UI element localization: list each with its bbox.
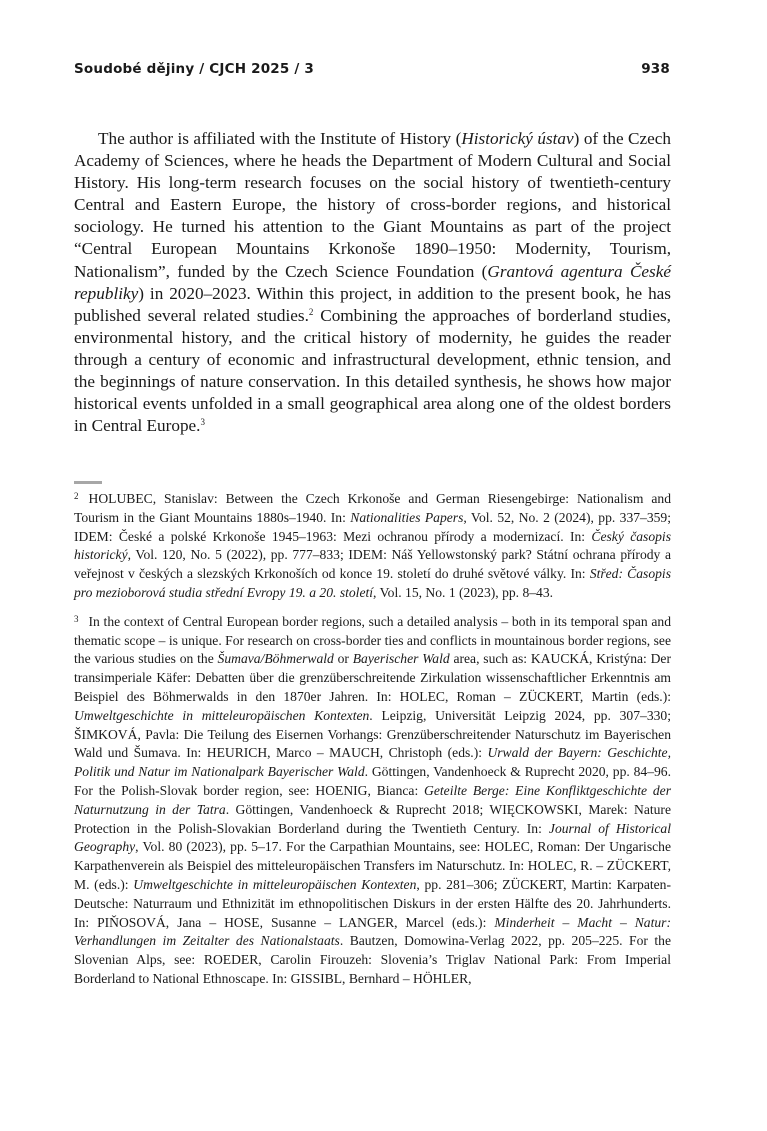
italic-title: Nationalities Papers bbox=[350, 509, 464, 525]
running-header bbox=[74, 61, 670, 77]
italic-title: Český časopis historický bbox=[74, 528, 671, 563]
italic-title: Umweltgeschichte in mitteleuropäischen Kontexten bbox=[133, 876, 417, 892]
text-span: area, such as: KAUCKÁ, Kristýna: Der transimperiale Käfer: Debatten über die grenzüberschreitende Zirkulation wissenschaftlicher Erkenntnis am Beispiel des Böhmerwalds in den 1870er Jahren. In: HOLEC, Roman – ZÜCKERT, Martin (eds.): bbox=[74, 651, 671, 704]
text-span: . Bautzen, Domowina-Verlag 2022, pp. 205–225. For the Slovenian Alps, see: ROEDER, Carolin Firouzeh: Slovenia’s Triglav National Park: From Imperial Borderland to National Ethnoscape. In: GISSIBL, Bernhard – HÖHLER, bbox=[74, 933, 671, 986]
text-span: . Göttingen, Vandenhoeck & Ruprecht 2018; WIĘCKOWSKI, Marek: Nature Protection in the Polish-Slovakian Borderland during the Twentieth Century. In: bbox=[74, 801, 671, 836]
text-span: The author is affiliated with the Institute of History ( bbox=[98, 129, 462, 148]
footnote-3 bbox=[74, 610, 671, 989]
text-span: Combining the approaches of borderland studies, environmental history, and the critical history of modernity, he guides the reader through a century of economic and infrastructural development, ethnic tension, and the beginnings of nature conservation. In this detailed synthesis, he shows how major historical events unfolded in a small geographical area along one of the oldest borders in Central Europe. bbox=[74, 305, 671, 436]
text-span: In the context of Central European border regions, such a detailed analysis – both in its temporal span and thematic scope – is unique. For research on cross-border ties and conflicts in mountainous border regions, see the various studies on the bbox=[74, 613, 671, 667]
italic-title: Minderheit – Macht – Natur: Verhandlungen im Zeitalter des Nationalstaats bbox=[74, 914, 671, 949]
text-span: ) of the Czech Academy of Sciences, where he heads the Department of Modern Cultural and Social History. His long-term research focuses on the social history of twentieth-century Central and Eastern Europe, the history of cross-border regions, and historical sociology. He turned his attention to the Giant Mountains as part of the project “Central European Mountains Krkonoše 1890–1950: Modernity, Tourism, Nationalism”, funded by the Czech Science Foundation ( bbox=[74, 129, 671, 281]
italic-term: Grantová agentura České republiky bbox=[74, 261, 671, 303]
footnotes bbox=[74, 487, 671, 996]
italic-title: Šumava/Böhmerwald bbox=[217, 651, 334, 667]
text-span: . Göttingen, Vandenhoeck & Ruprecht 2020, pp. 84–96. For the Polish-Slovak border region, see: HOENIG, Bianca: bbox=[74, 764, 672, 798]
text-span: , Vol. 15, No. 1 (2023), pp. 8–43. bbox=[373, 584, 554, 600]
footnote-divider bbox=[74, 481, 102, 484]
footnote-number: 2 bbox=[74, 491, 79, 501]
footnote-ref-2[interactable]: 2 bbox=[308, 306, 314, 317]
italic-term: Historický ústav bbox=[461, 129, 574, 148]
text-span: ) in 2020–2023. Within this project, in addition to the present book, he has published several related studies. bbox=[74, 283, 671, 325]
text-span: . Leipzig, Universität Leipzig 2024, pp. 307–330; ŠIMKOVÁ, Pavla: Die Teilung des Eisernen Vorhangs: Grenzüberschreitender Naturschutz im Bayerischen Wald und Šumava. In: HEURICH, Marco – MAUCH, Christoph (eds.): bbox=[74, 707, 671, 761]
italic-title: Bayerischer Wald bbox=[352, 651, 450, 667]
text-span: , pp. 281–306; ZÜCKERT, Martin: Karpaten-Deutsche: Naturraum und Ethnizität im ethnopolitischen Diskurs in der ersten Hälfte des 20. Jahrhunderts. In: PIŇOSOVÁ, Jana – HOSE, Susanne – LANGER, Marcel (eds.): bbox=[74, 876, 672, 930]
text-span: , Vol. 120, No. 5 (2022), pp. 777–833; IDEM: Náš Yellowstonský park? Státní ochrana přírody a veřejnost v českých a slezských Krkonoších od konce 19. století do druhé světové války. In: bbox=[74, 547, 671, 582]
text-span: , Vol. 52, No. 2 (2024), pp. 337–359; IDEM: České a polské Krkonoše 1945–1963: Mezi ochranou přírody a modernizací. In: bbox=[74, 509, 671, 544]
text-span: or bbox=[333, 651, 353, 667]
italic-title: Střed: Časopis pro mezioborová studia střední Evropy 19. a 20. století bbox=[74, 566, 671, 600]
footnote-ref-3[interactable]: 3 bbox=[200, 417, 205, 428]
footnote-number: 3 bbox=[74, 613, 79, 624]
body-paragraph bbox=[74, 128, 671, 437]
italic-title: Geteilte Berge: Eine Konfliktgeschichte der Naturnutzung in der Tatra bbox=[74, 782, 671, 817]
text-span: HOLUBEC, Stanislav: Between the Czech Krkonoše and German Riesengebirge: Nationalism and Tourism in the Giant Mountains 1880s–1940. In: bbox=[74, 491, 671, 525]
footnote-2 bbox=[74, 487, 671, 603]
italic-title: Urwald der Bayern: Geschichte, Politik und Natur im Nationalpark Bayerischer Wald bbox=[74, 745, 671, 780]
italic-title: Umweltgeschichte in mitteleuropäischen Kontexten bbox=[74, 707, 370, 723]
journal-title: Soudobé dějiny / CJCH 2025 / 3 bbox=[74, 61, 315, 77]
main-text bbox=[74, 128, 671, 437]
page-number: 938 bbox=[641, 61, 670, 77]
italic-title: Journal of Historical Geography bbox=[74, 820, 671, 855]
text-span: , Vol. 80 (2023), pp. 5–17. For the Carpathian Mountains, see: HOLEC, Roman: Der Ungarische Karpathenverein als Beispiel des mitteleuropäischen Transfers im Naturschutz. In: HOLEC, R. – ZÜCKERT, M. (eds.): bbox=[74, 839, 671, 892]
